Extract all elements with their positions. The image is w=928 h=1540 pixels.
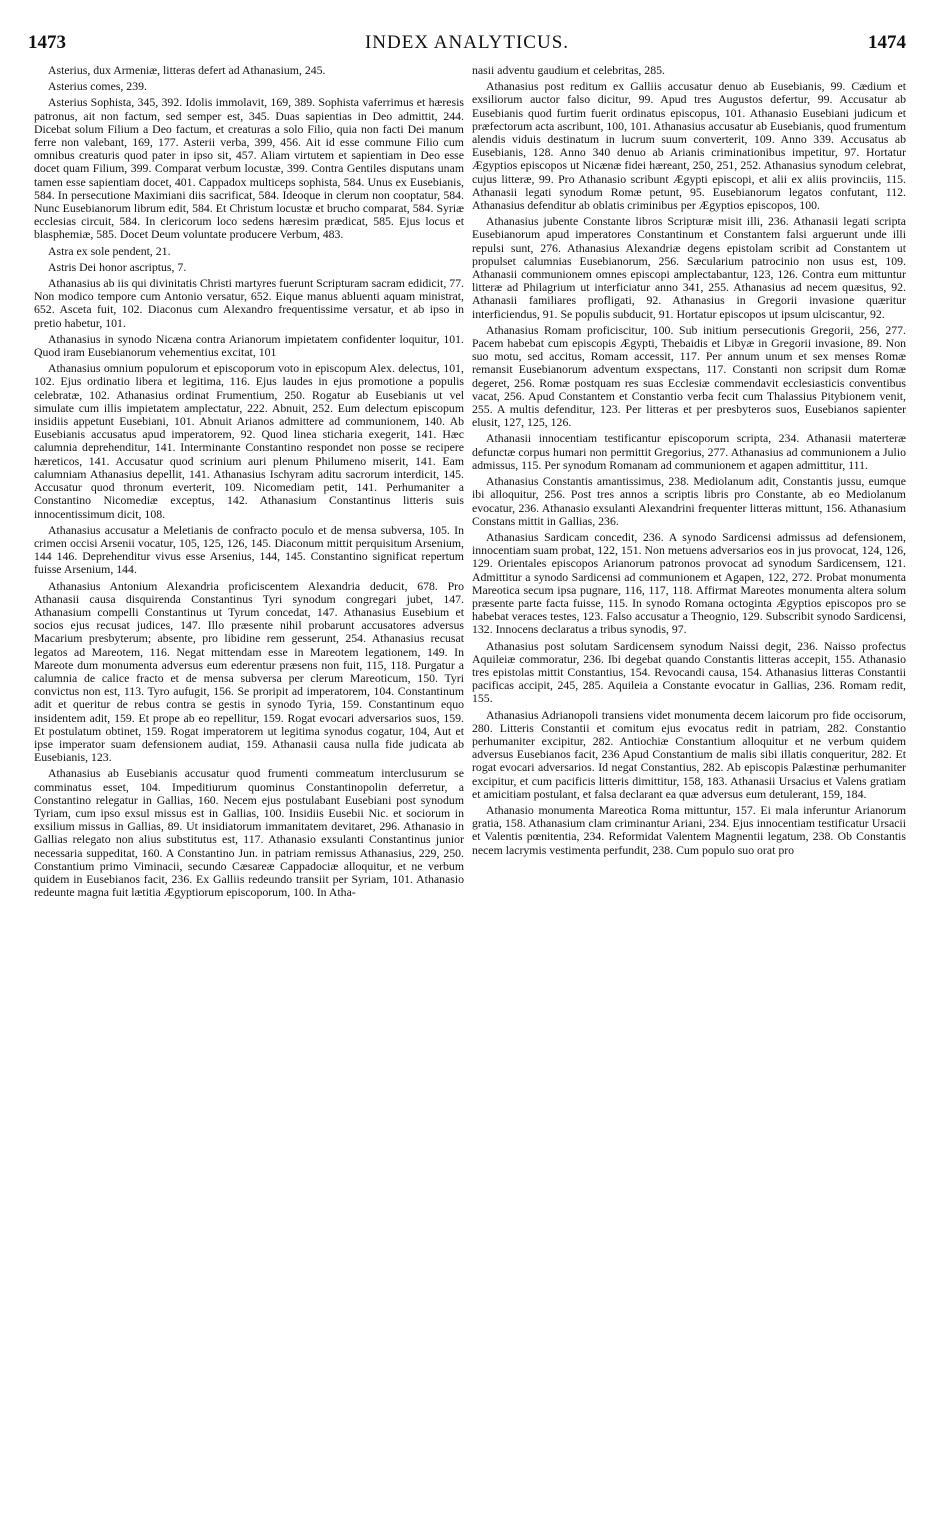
index-entry-continuation: nasii adventu gaudium et celebritas, 285. bbox=[472, 64, 665, 77]
index-entry: Athanasius post solutam Sardicensem synodum Naissi degit, 236. Naisso profectus Aquileiæ commoratur, 236. Ibi degebat quando Constantis litteras accepit, 155. Athanasio tres epistolas mittit Constantius, 154. Revocandi causa, 154. Athanasius litteras Constantii pacificas accipit, 245, 285. Aquileia a Constante evocatur in Gallias, 236. Romam redit, 155. bbox=[472, 638, 906, 706]
index-entry: Athanasii innocentiam testificantur episcoporum scripta, 234. Athanasii materteræ defunctæ corpus humari non permittit Gregorius, 277. Athanasius ad communionem a Julio admissus, 115. Per synodum Romanam ad communionem et agapen admittitur, 111. bbox=[472, 431, 906, 472]
index-entry: Athanasius Antonium Alexandria proficiscentem Alexandria deducit, 678. Pro Athanasii causa disquirenda Constantinus Tyri synodum congregari jubet, 147. Athanasium compelli Constantinus ut Tyrum concedat, 147. Athanasius Eusebium et socios ejus recusat judices, 147. Illo præsente nihil probarunt accusatores adversus Macarium presbyterum; absente, pro libidine rem gesserunt, 254. Athanasius recusat legatos ad Mareotem, 116. Negat mittendam esse in Mareotem legationem, 149. In Mareote dum monumenta adversus eum ederentur præsens non fuit, 115, 118. Purgatur a calumnia de calice fracto et de mensa subversa per clerum Mareoticum, 150. Tyri convictus non est, 113. Tyro aufugit, 156. Se proripit ad imperatorem, 104. Constantinum adit et queritur de rebus contra se gestis in synodo Tyria, 159. Constantinum equo insidentem adit, 159. Et prope ab eo repellitur, 159. Rogat evocari adversarios suos, 159. Et postulatum obtinet, 159. Rogat imperatorem ut legitima synodus cogatur, 104, Aut et ipse imperator suam defensionem audiat, 159. Athanasii causa nulla fide judicata ab Eusebianis, 123. bbox=[34, 578, 464, 765]
index-entry: Athanasio monumenta Mareotica Roma mittuntur, 157. Ei mala inferuntur Arianorum gratia, 158. Athanasium clam criminantur Ariani, 234. Ejus innocentiam testificatur Ursacii et Valentis pœnitentia, 234. Reformidat Valentem Magnentii legatum, 238. Ob Constantis necem lacrymis vestimenta perfundit, 238. Cum populo suo orat pro bbox=[472, 802, 906, 857]
index-entry: Astris Dei honor ascriptus, 7. bbox=[48, 259, 187, 274]
index-entry: Athanasius post reditum ex Galliis accusatur denuo ab Eusebianis, 99. Cædium et exsiliorum auctor falso dicitur, 99. Apud tres Augustos defertur, 99. Accusatur ab Eusebianis quod furtim fuerit ordinatus episcopus, 101. Athanasio Eusebiani judicum et præfectorum acta ascribunt, 100, 101. Athanasius accusatur ab Eusebianis, quod frumentum alendis viduis destinatum in lucrum suum converterit, 109. Anno 339. Accusatus ab Eusebianis, 128. Anno 340 denuo ab Arianis criminationibus impetitur, 97. Hortatur Ægyptios episcopos ut Nicænæ fidei hæreant, 250, 251, 252. Athanasius synodum celebrat, cujus litteræ, 99. Pro Athanasio scribunt Ægypti episcopi, et alii ex aliis provinciis, 115. Athanasii legati synodum Romæ petunt, 95. Eusebianorum legatos confutant, 112. Athanasius defenditur ab oblatis criminibus per Ægyptios episcopos, 100. bbox=[472, 79, 906, 213]
index-entry: Athanasius accusatur a Meletianis de confracto poculo et de mensa subversa, 105. In crimen occisi Arsenii vocatur, 105, 125, 126, 145. Diaconum mittit perquisitum Arsenium, 144 146. Deprehenditur vivus esse Arsenius, 144, 145. Constantino significat repertum fuisse Arsenium, 144. bbox=[34, 522, 464, 577]
index-entry: Asterius, dux Armeniæ, litteras defert ad Athanasium, 245. bbox=[48, 64, 326, 77]
index-entry: Athanasius ab iis qui divinitatis Christi martyres fuerunt Scripturam sacram edidicit, 77. Non modico tempore cum Antonio versatur, 652. Eique manus abluenti aquam ministrat, 652. Asceta fuit, 102. Diaconus cum Alexandro frequentissime versatur, et ab ipso in pretio habetur, 101. bbox=[34, 276, 464, 330]
index-entry: Athanasius Constantis amantissimus, 238. Mediolanum adit, Constantis jussu, eumque ibi alloquitur, 256. Post tres annos a scriptis libris pro Constante, ab eo Mediolanum evocatur, 236. Athanasio exsulanti Alexandrini frequenter litteras mittunt, 156. Athanasium Constans mittit in Gallias, 236. bbox=[472, 474, 906, 528]
right-column bbox=[472, 64, 906, 1530]
index-entry: Asterius comes, 239. bbox=[48, 79, 147, 94]
page-title: INDEX ANALYTICUS. bbox=[364, 32, 570, 53]
index-entry: Athanasius jubente Constante libros Scripturæ misit illi, 236. Athanasii legati scripta Eusebianorum apud imperatores Constantinum et Constantem falsi arguerunt unde illi repulsi sunt, 276. Athanasius Alexandriæ degens epistolam scribit ad Constantem ut propulset calumnias Eusebianorum, 256. Sæcularium patrocinio non usus est, 109. Athanasii communionem omnes episcopi amplectabantur, 123, 126. Contra eum mittuntur litteræ ad Philagrium ut interficiatur anno 341, 255. Athanasius ad necem quæsitus, 92. Athanasii familiares profligati, 92. Athanasius in Gregorii invasione quæritur interficiendus, 91. Se populis subducit, 91. Hortatur episcopos ut ipsum ulciscantur, 92. bbox=[472, 214, 906, 321]
page-number-right: 1474 bbox=[868, 32, 906, 53]
index-entry: Athanasius omnium populorum et episcoporum voto in episcopum Alex. delectus, 101, 102. Ejus ordinatio libera et legitima, 116. Ejus laudes in ejus promotione a populis celebratæ, 102. Athanasius ordinat Frumentium, 250. Rogatur ab Eusebianis ut vel simulate cum illis impietatem amplectatur, 222. Abnuit, 252. Eum delectum episcopum insidiis appetunt Eusebiani, 101. Abnuit Arianos admittere ad communionem, 140. Ab Eusebianis accusatus apud imperatorem, 92. Quod linea sticharia exegerit, 141. Hæc calumnia deprehenditur, 141. Interminante Constantino respondet non posse se recipere hæreticos, 141. Accusatur quod scrinium auri plenum Philumeno miserit, 141. Eam calumniam Athanasius depellit, 141. Athanasius Ischyram aditu sacrorum interdicit, 145. Accusatur quod thronum everterit, 109. Nicomediam petit, 141. Perhumaniter a Constantino Nicomediæ exceptus, 142. Athanasium Constantinus litteris suis innocentissimum dicit, 108. bbox=[34, 361, 464, 521]
index-entry: Athanasius in synodo Nicæna contra Arianorum impietatem confidenter loquitur, 101. Quod iram Eusebianorum vehementius excitat, 101 bbox=[34, 331, 464, 360]
index-entry: Asterius Sophista, 345, 392. Idolis immolavit, 169, 389. Sophista vaferrimus et hæresis patronus, ait non factum, sed semper est, 345. Duas sapientias in Deo admittit, 244. Dicebat solum Filium a Deo factum, et creaturas a solo Filio, quia non facti Dei manum ferre non valebant, 169, 177. Asterii verba, 399, 456. Ait id esse commune Filio cum omnibus creaturis quod pater in ipso sit, 457. Aliam virtutem et sapientiam in Deo esse docet quam Filium, 399. Comparat verbum locustæ, 399. Contra Gentiles disputans unam tamen esse sapientiam docet, 401. Cappadox multiceps sophista, 584. Unus ex Eusebianis, 584. In persecutione Maximiani diis sacrificat, 584. Ideoque in clerum non cooptatur, 584. Nunc Eusebianorum librum edit, 584. Et Christum locustæ et brucho comparat, 584. Syriæ ecclesias circuit, 584. In clericorum loco sedens hæresim prædicat, 585. Ejus locus et blasphemiæ, 585. Docet Deum voluntate producere Verbum, 483. bbox=[34, 95, 464, 242]
index-entry: Athanasius Romam proficiscitur, 100. Sub initium persecutionis Gregorii, 256, 277. Pacem habebat cum episcopis Ægypti, Thebaidis et Libyæ in Gregorii invasione, 89. Non suo motu, sed accitus, Romam accessit, 117. Per annum unum et sex menses Romæ remansit Eusebianorum adventum exspectans, 117. Constanti non scripsit dum Romæ degeret, 256. Romæ postquam res suas Ecclesiæ commendavit ecclesiasticis conventibus vacat, 256. Apud Constantem et Constantio verba fecit cum Thalassius Pitybionem venit, 255. A multis defenditur, 123. Per litteras et per presbyteros suos, Eusebianos sapienter elusit, 127, 125, 126. bbox=[472, 322, 906, 430]
page-number-left: 1473 bbox=[28, 32, 66, 53]
page-header bbox=[28, 32, 906, 58]
index-entry: Astra ex sole pendent, 21. bbox=[48, 243, 171, 258]
index-entry: Athanasius Sardicam concedit, 236. A synodo Sardicensi admissus ad defensionem, innocentiam suam probat, 122, 151. Non metuens adversarios eos in jus provocat, 124, 126, 129. Orientales episcopos Arianorum patronos provocat ad synodum Sardicensem, 121. Admittitur a synodo Sardicensi ad communionem et Agapen, 122, 272. Probat monumenta Mareotica secum ipsa pugnare, 116, 117, 118. Affirmat Mareotes monumenta altera solum præsente parte facta fuisse, 115. In synodo Romana octoginta Ægyptios episcopos pro se habebat veraces testes, 123. Falso accusatur a Theognio, 129. Subscribit synodo Sardicensi, 132. Innocens declaratus a tribus synodis, 97. bbox=[472, 529, 906, 637]
left-column bbox=[34, 64, 464, 1530]
index-entry: Athanasius ab Eusebianis accusatur quod frumenti commeatum interclusurum se comminatus esset, 104. Impeditiurum quominus Constantinopolin deferretur, a Constantino relegatur in Gallias, 160. Necem ejus postulabant Eusebiani post synodum Tyriam, cum ipso exsul missus est in Gallias, 100. Insidiis Eusebii Nic. et sociorum in exsilium missus in Gallias, 89. Ut insidiatorum immanitatem devitaret, 296. Athanasio in Gallias relegato non alius substitutus est, 117. Athanasio exsulanti Constantinus junior necessaria suppeditat, 160. A Constantino Jun. in patriam remissus Athanasius, 229, 250. Constantium primo Viminacii, secundo Cæsareæ Cappadociæ alloquitur, et ne verbum quidem in Eusebianos facit, 236. Ex Galliis redeundo transiit per Syriam, 101. Athanasio redeunte magna fuit lætitia Ægyptiorum episcoporum, 100. In Atha- bbox=[34, 766, 464, 900]
index-entry: Athanasius Adrianopoli transiens videt monumenta decem laicorum pro fide occisorum, 280. Litteris Constantii et comitum ejus evocatus redit in patriam, 282. Constantio perhumaniter excipitur, 282. Antiochiæ Constantium alloquitur et ne verbum quidem adversus Eusebianos facit, 236 Apud Constantium de malis sibi illatis conqueritur, 282. Et rogat evocari adversarios. Id negat Constantius, 282. Ab episcopis Palæstinæ perhumaniter excipitur, et cum pacificis litteris dimittitur, 158, 183. Athanasii Ursacius et Valens gratiam et amicitiam postulant, et falsa declarant ea quæ adversus eum detulerant, 159, 184. bbox=[472, 707, 906, 801]
